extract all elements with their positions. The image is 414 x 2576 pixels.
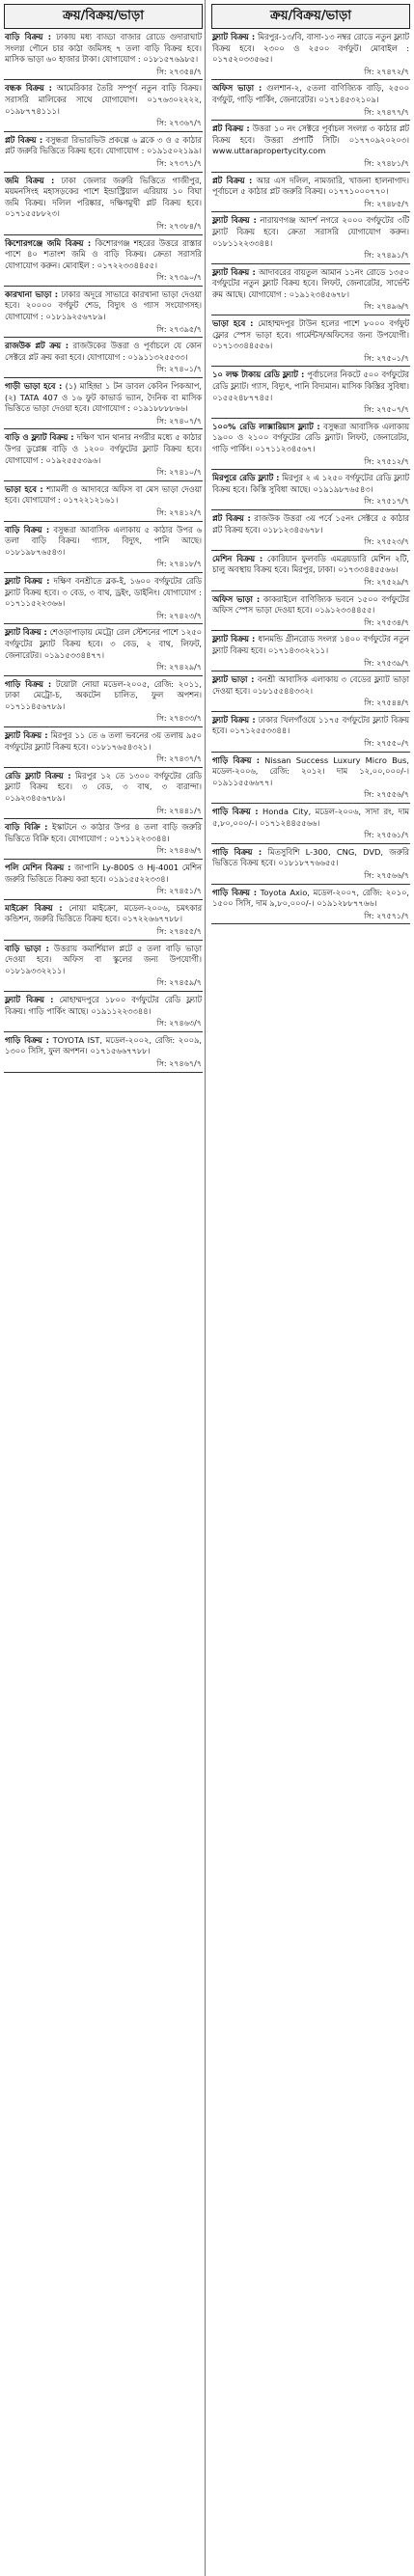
ad-body: Toyota Axio, মডেল-২০০৭, রেজি: ২০১০, ১৫০০ সিসি, দাম ৯,৮০,০০০/-। ০১৯১২৮৮৭৭৬৬। xyxy=(212,887,409,909)
ad-title: প্লট বিক্রয় : xyxy=(5,134,43,145)
ad-code: সি: ২৭৪৮৫/৭ xyxy=(364,199,409,208)
right-ad-list xyxy=(211,29,410,924)
ad-code: সি: ২৭৩৫৪/৭ xyxy=(156,67,202,76)
ad-title: রেডি ফ্ল্যাট বিক্রয় : xyxy=(5,770,71,781)
ad-code: সি: ২৭৪৪৬/৭ xyxy=(156,846,202,856)
classified-ad xyxy=(211,367,410,418)
ad-body: আমেরিকার তৈরি সম্পূর্ণ নতুন বাড়ি বিক্রয়। সরাসরি মালিকের সাথে যোগাযোগ। ০১৭৬৩০২২২২, ০১৯৮৭৭৪১১১। xyxy=(5,83,202,116)
classified-ad xyxy=(211,80,410,121)
ad-code: সি: ২৭৪০৭/৭ xyxy=(156,416,202,425)
ad-code: সি: ২৭৪৭৭/৭ xyxy=(364,107,409,117)
ad-code: সি: ২৭৫৫০/৭ xyxy=(364,739,409,749)
ad-body: ঢাকায় মধ্য বাড্ডা বাজার রোডে গুদারাঘাট সংলগ্ন পৌনে চার কাঠা জমিসহ ৭ তলা বাড়ি বিক্রয় হবে। মাসিক ভাড়া ৬০ হাজার টাকা। যোগাযোগ : ০১৮১৫৭৬৯৮৫। xyxy=(5,32,203,65)
ad-code: সি: ২৭৪১৮/৭ xyxy=(156,560,202,569)
ad-title: ফ্ল্যাট বিক্রয় : xyxy=(5,575,50,586)
ad-body: টয়োটা নোয়া মডেল-২০০৫, রেজি: ২০১১, ঢাকা মেট্রো-চ, অকটেন চালিত, ফুল অপশন। ০১৭১১৪৫৬৭৮৯। xyxy=(5,678,202,711)
ad-code: সি: ২৭৪৫৫/৭ xyxy=(156,926,202,936)
ad-code: সি: ২৭৫২৯/৭ xyxy=(364,577,409,587)
ad-code: সি: ২৭৪৬৩/৭ xyxy=(156,1019,202,1028)
ad-code: সি: ২৭৪৬৭/৭ xyxy=(156,1058,202,1068)
classified-ad xyxy=(4,378,203,429)
ad-code: সি: ২৭৩৬৭/৭ xyxy=(156,119,202,128)
ad-title: ফ্ল্যাট বিক্রয় : xyxy=(212,32,256,41)
classified-ad xyxy=(211,419,410,470)
ad-body: দক্ষিণ খান থানার নগরীর মধ্যে ৫ কাঠার উপর ডুপ্লেক্স বাড়ি ও ১২০০ বর্গফুটের ফ্ল্যাট বিক্রয় হবে। যোগাযোগ : ০১৯২৫৫৫৩৯৬। xyxy=(5,432,202,465)
classified-ad xyxy=(4,338,203,378)
ad-body: রাজউকের উত্তরা ও পূর্বাচলে যে কোন সেক্টরে প্লট ক্রয় করা হবে। যোগাযোগ : ০১৯১১৩২৫৫৩৩। xyxy=(5,341,203,362)
ad-title: রাজউক প্লট ক্রয় : xyxy=(5,341,69,351)
ad-title: গাড়ী ভাড়া হবে : xyxy=(5,381,63,392)
ad-body: উত্তরায় কমার্শিয়াল প্লটে ৫ তলা বাড়ি ভাড়া দেওয়া হবে। অফিস বা স্কুলের জন্য উপযোগী। ০১৮১৯৩৩২২১১। xyxy=(5,943,202,975)
classified-ad xyxy=(4,676,203,727)
ad-code: সি: ২৭৫৩৪/৭ xyxy=(364,617,409,627)
classified-ad xyxy=(211,844,410,885)
ad-title: ফ্ল্যাট বিক্রয় : xyxy=(212,634,256,644)
classified-ad xyxy=(4,573,203,624)
ad-body: নারায়ণগঞ্জ আদর্শ নগরে ২০০০ বর্গফুটের ৩টি ফ্ল্যাট বিক্রয় হবে। ক্রেতা সরাসরি যোগাযোগ করুন। ০১৮১১২২৩৩৪৪। xyxy=(212,215,409,248)
ad-code: সি: ২৭৪৫৯/৭ xyxy=(156,978,202,988)
ad-body: উত্তরা ১০ নং সেক্টরে পূর্বাচল সংলগ্ন ৩ কাঠার প্লট বিক্রয় হবে। উত্তরা প্রপার্টি সিটি। ০১৭৭০৯২০২০৩। www.uttarapropertycity.com xyxy=(212,123,410,156)
ad-body: মোহাম্মদপুরে ১৮০০ বর্গফুটের রেডি ফ্ল্যাট বিক্রয়। গাড়ি পার্কিং আছে। ০১৯১১২২৩৩৪৪। xyxy=(5,994,203,1016)
ad-body: মোহাম্মদপুর টাউন হলের পাশে ৮০০০ বর্গফুট ফ্লোর স্পেস ভাড়া হবে। গার্মেন্টস/অফিসের জন্য উপযোগী। ০১৭১৩৩৪৪৫৫৬। xyxy=(212,318,409,351)
ad-title: ভাড়া হবে : xyxy=(212,318,254,329)
ad-body: শেওড়াপাড়ায় মেট্রো রেল স্টেশনের পাশে ১২৫০ বর্গফুটের ফ্ল্যাট বিক্রয় হবে। ৩ বেড, ২ বাথ, লিফট, জেনারেটর। ০১৯১৫৩৩৪৪৭৭। xyxy=(5,627,202,660)
ad-code: সি: ২৭৪০১/৭ xyxy=(156,365,202,374)
ad-code: সি: ২৭৫৩৯/৭ xyxy=(364,658,409,668)
ad-title: গাড়ি বিক্রয় : xyxy=(5,678,52,689)
ad-title: গাড়ি বিক্রয় : xyxy=(212,846,262,857)
classified-ad xyxy=(211,173,410,213)
ad-code: সি: ২৭৫৫৬/৭ xyxy=(364,790,409,800)
ad-title: বাড়ি বিক্রয় : xyxy=(5,32,52,41)
ad-title: মিরপুরে রেডি ফ্ল্যাট : xyxy=(212,473,280,483)
ad-body: Nissan Success Luxury Micro Bus, মডেল-২০০৬, রেজি: ২০১২। দাম ১২,০০,০০০/-। ০১৯১১৫৫৬৬৭৭। xyxy=(212,754,409,787)
ad-body: Honda City, মডেল-২০০৬, সাদা রং, দাম ৫,৮০,০০০/-। ০১৭১২৪৪৫৫৬৬। xyxy=(212,807,410,828)
ad-title: ১০০% রেডি লাক্সারিয়াস ফ্ল্যাট : xyxy=(212,421,320,431)
ad-code: সি: ২৭৩৯৫/৭ xyxy=(156,324,202,334)
classified-ad xyxy=(4,522,203,573)
classified-ad xyxy=(211,671,410,712)
ad-title: ফ্ল্যাট বিক্রয় : xyxy=(5,730,48,741)
ad-body: ঢাকার খিলগাঁওয়ে ১১৭৫ বর্গফুটের ফ্ল্যাট বিক্রয় হবে। ০১৭১২৫৫৩৩৪৪। xyxy=(212,714,409,736)
ad-title: ফ্ল্যাট বিক্রয় : xyxy=(5,994,54,1004)
ad-body: শ্যামলী ও আদাবরে অফিস বা মেস ভাড়া দেওয়া হবে। যোগাযোগ : ০১৭২২১২১৬১। xyxy=(5,483,203,506)
ad-body: নোয়া মাইক্রো, মডেল-২০০৬, চমৎকার কন্ডিশন, জরুরি ভিত্তিতে বিক্রয় হবে। ০১৭২২৬৬৭৭৮৮। xyxy=(5,902,203,924)
ad-body: পূর্বাচলের নিকটে ৫০০ বর্গফুটের রেডি ফ্ল্যাট। গ্যাস, বিদ্যুৎ, পানি বিদ্যমান। মাসিক কিস্তির সুবিধা। ০১৫৫২৪৮৭৭৪৫। xyxy=(212,370,409,402)
ad-body: মিরপুর ১১ তে ৬ তলা ভবনের ৩য় তলায় ৯৫০ বর্গফুটের ফ্ল্যাট বিক্রয় হবে। ০১৮১৭৬৫৪৩২১। xyxy=(5,730,203,752)
ad-body: আদাবরের বায়তুল আমান ১১নং রোডে ১৩৫০ বর্গফুটের নতুন ফ্ল্যাট বিক্রয় হবে। লিফট, জেনারেটর, সার্ভেন্ট রুম আছে। যোগাযোগ : ০১৯১২৩৪৫৬৭৮। xyxy=(212,266,410,299)
ad-title: প্লট বিক্রয় : xyxy=(212,512,251,523)
ad-body: গুলশান-২, ৫তলা বাণিজ্যিক বাড়ি, ২৫০০ বর্গফুট, গাড়ি পার্কিং, জেনারেটর। ০১৭১৪৫৩২১০৯। xyxy=(212,83,410,104)
ad-code: সি: ২৭৫৭১/৭ xyxy=(364,911,409,920)
ad-body: TOYOTA IST, মডেল-২০০২, রেজি: ২০০৯, ১৩০০ সিসি, ফুল অপশন। ০১৭১৫৬৬৭৭৮৮। xyxy=(5,1034,202,1056)
ad-title: বাড়ি ও ফ্ল্যাট বিক্রয় : xyxy=(5,432,74,443)
ad-title: অফিস ভাড়া : xyxy=(212,83,262,94)
ad-title: গাড়ি বিক্রয় : xyxy=(212,807,259,817)
ad-code: সি: ২৭৩৯০/৭ xyxy=(156,273,202,283)
ad-title: অফিস ভাড়া : xyxy=(212,593,261,604)
ad-body: মিতসুবিশি L-300, CNG, DVD, জরুরি ভিত্তিতে বিক্রয় হবে। ০১৮১৮৭৭৬৬৫৫। xyxy=(212,846,409,868)
ad-body: মিরপুর ১২ তে ১৩০০ বর্গফুটের রেডি ফ্ল্যাট বিক্রয় হবে। ৩ বেড, ৩ বাথ, ৩ বারান্দা। ০১৯২৩৪৫৬৭৮৯। xyxy=(5,770,202,804)
ad-title: ফ্ল্যাট বিক্রয় : xyxy=(212,714,256,725)
ad-title: বাড়ি ভাড়া : xyxy=(5,943,49,953)
ad-code: সি: ২৭৪৩৩/৭ xyxy=(156,714,202,724)
ad-body: বসুন্ধরা রিভারভিউ প্রকল্পে ৬ ব্লকে ৩ ও ৫ কাঠার প্লট জরুরি ভিত্তিতে বিক্রয় হবে। যোগাযোগ : ০১৯১৫০২১৯৯। xyxy=(5,134,202,156)
ad-body: ঢাকার অদূরে সাভারে কারখানা ভাড়া দেওয়া হবে। ২০০০০ বর্গফুট শেড, বিদ্যুৎ ও গ্যাস সংযোগসহ। যোগাযোগ : ০১৮১৯২৫৬৭৮৯। xyxy=(5,288,203,322)
ad-code: সি: ২৭৪২৩/৭ xyxy=(156,611,202,620)
classified-ad xyxy=(211,551,410,591)
ad-body: ইস্কাটনে ৩ কাঠার উপর ৪ তলা বাড়ি জরুরি ভিত্তিতে বিক্রি হবে। যোগাযোগ : ০১৭১১২২৩৩৪৪। xyxy=(5,822,202,843)
ad-code: সি: ২৭৫০১/৭ xyxy=(364,353,409,363)
ad-title: প্লট বিক্রয় : xyxy=(212,175,253,185)
classified-ad xyxy=(4,727,203,768)
ad-body: কাকরাইলে বাণিজ্যিক ভবনে ১৫০০ বর্গফুটের অফিস স্পেস ভাড়া দেওয়া হবে। ০১৯১২৩৩৪৪৫৫। xyxy=(212,593,410,616)
ad-code: সি: ২৭৫৪৪/৭ xyxy=(364,699,409,708)
ad-body: জাপানি Ly-800S ও Hj-4001 মেশিন জরুরি ভিত্তিতে বিক্রয় করা হবে। ০১৯১৫৫২২৩৩৪। xyxy=(5,863,202,884)
ad-code: সি: ২৭৪৩৭/৭ xyxy=(156,754,202,764)
ad-code: সি: ২৭৫৬১/৭ xyxy=(364,831,409,840)
classified-ad xyxy=(4,173,203,235)
classified-ad xyxy=(4,287,203,338)
classified-ad xyxy=(4,1032,203,1073)
ad-code: সি: ২৭৪৪১/৭ xyxy=(156,806,202,815)
ad-title: জমি বিক্রয় : xyxy=(5,175,55,185)
ad-body: ধানমন্ডি গ্রীনরোড সংলগ্ন ১৪০০ বর্গফুটের নতুন ফ্ল্যাট বিক্রয় হবে। ০১৭১৪৩৩২২১১। xyxy=(212,634,409,655)
classified-ad xyxy=(211,712,410,753)
classified-ad xyxy=(4,624,203,675)
ad-code: সি: ২৭৪১০/৭ xyxy=(156,468,202,478)
ad-title: গাড়ি বিক্রয় : xyxy=(212,754,261,765)
ad-body: রাজউক উত্তরা ৩য় পর্বে ১৫নং সেক্টরে ৫ কাঠার প্লট বিক্রয় হবে। ০১৮১২৩৪৫৬৭৮। xyxy=(212,512,409,534)
ad-title: ফ্ল্যাট ভাড়া : xyxy=(212,674,255,685)
ad-title: প্লট বিক্রয় : xyxy=(212,123,250,134)
left-ad-list xyxy=(4,29,203,1073)
ad-code: সি: ২৭৪১২/৭ xyxy=(156,507,202,517)
ad-code: সি: ২৭৪৭২/৭ xyxy=(364,67,409,76)
ad-title: বাড়ি বিক্রি : xyxy=(5,822,48,833)
ad-title: বাড়ি বিক্রয় : xyxy=(5,524,50,534)
classified-ad xyxy=(211,29,410,80)
ad-title: ফ্ল্যাট বিক্রয় : xyxy=(212,266,256,277)
classified-ad xyxy=(211,591,410,632)
classified-ad xyxy=(4,481,203,522)
ad-title: ১০ লক্ষ টাকায় রেডি ফ্ল্যাট : xyxy=(212,370,305,380)
classified-ad xyxy=(4,768,203,819)
ad-title: মাইক্রো বিক্রয় : xyxy=(5,902,63,913)
ad-title: গাড়ি বিক্রয় : xyxy=(5,1034,49,1045)
ad-body: কোরিয়ান ফুলবডি এমব্রয়ডারি মেশিন ২টি, চালু অবস্থায় বিক্রয় হবে। মিরপুর, ঢাকা। ০১৭৩৩৪৪৫৫৬৬। xyxy=(212,553,409,575)
ad-body: বনশ্রী আবাসিক এলাকায় ৩ বেডের ফ্ল্যাট ভাড়া দেওয়া হবে। ০১৮১৫৫৪৪৩৩২। xyxy=(212,674,410,696)
classified-ad xyxy=(211,885,410,925)
classified-ad xyxy=(4,29,203,80)
ad-title: কারখানা ভাড়া : xyxy=(5,288,59,299)
ad-body: মিরপুর ২ এ ১২৫০ বর্গফুটের রেডি ফ্ল্যাট বিক্রয় হবে। কিস্তি সুবিধা আছে। ০১৯১৯৮৭৬৫৪৩। xyxy=(212,473,410,494)
classified-ad xyxy=(4,80,203,131)
ad-code: সি: ২৭৪৫১/৭ xyxy=(156,887,202,896)
right-column xyxy=(211,0,410,2576)
ad-body: বসুন্ধরা আবাসিক এলাকায় ৫ কাঠার উপর ৬ তলা বাড়ি বিক্রয়। গ্যাস, বিদ্যুৎ, পানি আছে। ০১৮১৯৮৭৬৫৪৩। xyxy=(5,524,203,557)
classified-ad xyxy=(211,315,410,367)
ad-code: সি: ২৭৫০৭/৭ xyxy=(364,405,409,415)
classified-ad xyxy=(4,900,203,941)
ad-code: সি: ২৭৪৯৬/৭ xyxy=(364,302,409,312)
classified-ad xyxy=(4,132,203,173)
right-column-header: ক্রয়/বিক্রয়/ভাড়া xyxy=(211,4,410,29)
ad-body: ঢাকা জেলার জরুরি ভিত্তিতে গাজীপুর, ময়মনসিংহ মহাসড়কের পাশে ইন্ডাস্ট্রিয়াল এরিয়ায় ১০ বিঘা জমি বিক্রয়। দলিল পরিষ্কার, দক্ষিণমুখী প্লট বিক্রয় হবে। ০১৭১৫৫৮৮২৩। xyxy=(5,175,202,219)
ad-title: পলি মেশিন বিক্রয় : xyxy=(5,863,71,872)
classified-ad xyxy=(4,819,203,860)
ad-title: ভাড়া হবে : xyxy=(5,483,43,494)
ad-title: কিশোরগঞ্জে জমি বিক্রয় : xyxy=(5,237,92,248)
classified-ad xyxy=(211,804,410,844)
classified-ad xyxy=(4,992,203,1032)
classified-ad xyxy=(211,753,410,804)
ad-title: গাড়ি বিক্রয় : xyxy=(212,887,258,897)
ad-body: বসুন্ধরা আবাসিক এলাকায় ১৯০০ ও ২১০০ বর্গফুটের রেডি ফ্ল্যাট। লিফট, জেনারেটর, গাড়ি পার্কিং। ০১৭১১২৩৪৫৬৭। xyxy=(212,421,409,453)
classified-ad xyxy=(211,121,410,172)
ad-body: আর এস দলিল, নামজারি, খাজনা হালনাগাদ। পূর্বাচলে ৫ কাঠার প্লট জরুরি বিক্রয়। ০১৭৭১০০০৭৭০। xyxy=(212,175,410,197)
ad-code: সি: ২৭৩৮৪/৭ xyxy=(156,221,202,231)
classified-ad xyxy=(211,470,410,510)
ad-code: সি: ২৭৫২৩/৭ xyxy=(364,537,409,547)
classified-ad xyxy=(4,235,203,287)
classified-ad xyxy=(4,941,203,992)
ad-code: সি: ২৭৩৭১/৭ xyxy=(156,158,202,168)
ad-code: সি: ২৭৫৬৬/৭ xyxy=(364,871,409,880)
ad-title: মেশিন বিক্রয় : xyxy=(212,553,263,563)
ad-code: সি: ২৭৪২৯/৭ xyxy=(156,663,202,672)
ad-title: ফ্ল্যাট বিক্রয় : xyxy=(212,215,257,226)
left-column xyxy=(4,0,203,2576)
ad-title: ফ্ল্যাট বিক্রয় : xyxy=(5,627,47,638)
ad-code: সি: ২৭৪৯১/৭ xyxy=(364,251,409,260)
classified-ad xyxy=(4,429,203,480)
classified-ad xyxy=(211,510,410,551)
ad-code: সি: ২৭৫১৭/৭ xyxy=(364,497,409,507)
classified-ad xyxy=(211,212,410,263)
ad-body: মিরপুর-১৩/বি, বাসা-১৩ নম্বর রোডে নতুন ফ্ল্যাট বিক্রয় হবে। ২৩০০ ও ২৫০০ বর্গফুট। মোবাইল : ০১৭৫২০৩৩৫৬৫। xyxy=(212,32,409,65)
classified-ad xyxy=(4,860,203,900)
classified-ad xyxy=(211,631,410,671)
left-column-header: ক্রয়/বিক্রয়/ভাড়া xyxy=(4,4,203,29)
column-divider xyxy=(205,0,206,2576)
ad-body: কিশোরগঞ্জ শহরের উত্তরে রাস্তার পাশে ৪০ শতাংশ জমি ও বাড়ি বিক্রয়। ক্রেতা সরাসরি যোগাযোগ করুন। মোবাইল : ০১৭২২৩৩৪৪৫৫। xyxy=(5,237,202,270)
ad-code: সি: ২৭৫১২/৭ xyxy=(364,456,409,466)
ad-title: বন্ধক বিক্রয় : xyxy=(5,83,52,94)
classified-ad xyxy=(211,264,410,315)
ad-body: (১) মাহিন্দ্রা ১ টন ডাবল কেবিন পিকআপ, (২) TATA 407 ও ১৬ ফুট কাভার্ড ভ্যান, দৈনিক বা মাসিক ভিত্তিতে ভাড়া দেওয়া হবে। যোগাযোগ : ০১৯১৮৮৮৮৬৬। xyxy=(5,381,202,414)
ad-body: দক্ষিণ বনশ্রীতে ব্লক-ই, ১৬০০ বর্গফুটের রেডি ফ্ল্যাট বিক্রয় হবে। ৩ বেড, ৩ বাথ, ড্রইং, ডাইনিং। যোগাযোগ : ০১৭১১৫২২৩৬৬। xyxy=(5,575,202,609)
ad-code: সি: ২৭৪৮১/৭ xyxy=(364,158,409,168)
